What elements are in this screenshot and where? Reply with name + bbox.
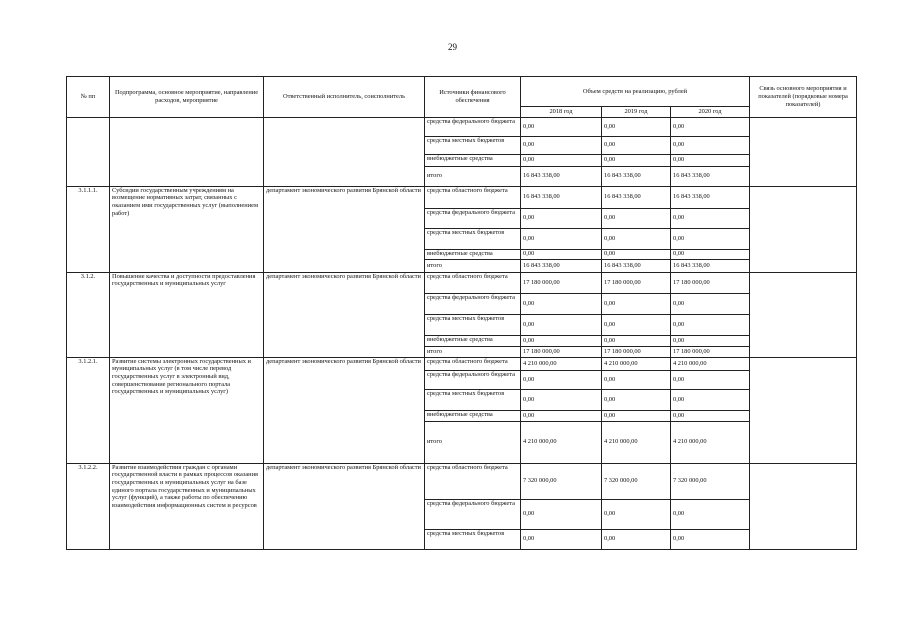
amount-2019: 0,00 bbox=[602, 370, 671, 389]
item-number: 3.1.2. bbox=[67, 272, 110, 357]
amount-2018: 4 210 000,00 bbox=[521, 421, 602, 463]
amount-2018: 0,00 bbox=[521, 314, 602, 335]
funding-source: средства местных бюджетов bbox=[425, 389, 521, 410]
amount-2018: 0,00 bbox=[521, 293, 602, 314]
amount-2018: 16 843 338,00 bbox=[521, 186, 602, 208]
amount-2020: 16 843 338,00 bbox=[671, 186, 750, 208]
item-name: Развитие взаимодействия граждан с органами государственной власти в рамках процессов оказания государственных и муниципальных услуг на базе единого портала государственных и муниципальных услуг (функций), а также работы по обеспечению взаимодействия информационных систем и ресурсов bbox=[110, 463, 264, 549]
amount-2019: 0,00 bbox=[602, 293, 671, 314]
table-body bbox=[67, 117, 857, 549]
amount-2018: 0,00 bbox=[521, 208, 602, 228]
amount-2020: 7 320 000,00 bbox=[671, 463, 750, 499]
amount-2020: 0,00 bbox=[671, 136, 750, 154]
indicator-link bbox=[750, 186, 857, 272]
funding-source: внебюджетные средства bbox=[425, 154, 521, 166]
amount-2019: 17 180 000,00 bbox=[602, 346, 671, 357]
amount-2020: 0,00 bbox=[671, 410, 750, 421]
amount-2019: 0,00 bbox=[602, 136, 671, 154]
funding-source: внебюджетные средства bbox=[425, 335, 521, 346]
item-number: 3.1.2.2. bbox=[67, 463, 110, 549]
funding-source: средства федерального бюджета bbox=[425, 293, 521, 314]
funding-source: средства федерального бюджета bbox=[425, 370, 521, 389]
item-number: 3.1.1.1. bbox=[67, 186, 110, 272]
amount-2018: 0,00 bbox=[521, 499, 602, 529]
header-sources: Источники финансового обеспечения bbox=[425, 77, 521, 118]
amount-2019: 4 210 000,00 bbox=[602, 357, 671, 370]
amount-2020: 0,00 bbox=[671, 117, 750, 136]
item-executor: департамент экономического развития Брянской области bbox=[264, 463, 425, 549]
amount-2018: 0,00 bbox=[521, 228, 602, 249]
amount-2019: 16 843 338,00 bbox=[602, 186, 671, 208]
amount-2018: 16 843 338,00 bbox=[521, 259, 602, 272]
indicator-link bbox=[750, 117, 857, 186]
funding-source: средства областного бюджета bbox=[425, 357, 521, 370]
amount-2018: 17 180 000,00 bbox=[521, 272, 602, 293]
header-executor: Ответственный исполнитель, соисполнитель bbox=[264, 77, 425, 118]
amount-2019: 16 843 338,00 bbox=[602, 259, 671, 272]
amount-2018: 0,00 bbox=[521, 389, 602, 410]
amount-2018: 0,00 bbox=[521, 117, 602, 136]
header-year-2018: 2018 год bbox=[521, 107, 602, 118]
header-year-2019: 2019 год bbox=[602, 107, 671, 118]
table-row bbox=[67, 463, 857, 499]
table-row bbox=[67, 272, 857, 293]
item-name: Повышение качества и доступности предоставления государственных и муниципальных услуг bbox=[110, 272, 264, 357]
amount-2020: 0,00 bbox=[671, 529, 750, 549]
funding-source: итого bbox=[425, 346, 521, 357]
item-executor: департамент экономического развития Брянской области bbox=[264, 272, 425, 357]
amount-2020: 0,00 bbox=[671, 293, 750, 314]
amount-2019: 7 320 000,00 bbox=[602, 463, 671, 499]
amount-2020: 0,00 bbox=[671, 370, 750, 389]
amount-2018: 0,00 bbox=[521, 410, 602, 421]
funding-source: средства федерального бюджета bbox=[425, 117, 521, 136]
indicator-link bbox=[750, 272, 857, 357]
item-name: Субсидии государственным учреждениям на возмещение нормативных затрат, связанных с оказанием ими государственных услуг (выполнением работ) bbox=[110, 186, 264, 272]
item-executor: департамент экономического развития Брянской области bbox=[264, 357, 425, 463]
amount-2019: 0,00 bbox=[602, 228, 671, 249]
header-link: Связь основного мероприятия и показателей (порядковые номера показателей) bbox=[750, 77, 857, 118]
funding-source: внебюджетные средства bbox=[425, 410, 521, 421]
funding-source: средства местных бюджетов bbox=[425, 228, 521, 249]
item-name bbox=[110, 117, 264, 186]
item-name: Развитие системы электронных государственных и муниципальных услуг (в том числе перевод государственных услуг в электронный вид, совершенствование регионального портала государственных и муниципальных услуг) bbox=[110, 357, 264, 463]
amount-2020: 0,00 bbox=[671, 228, 750, 249]
amount-2018: 17 180 000,00 bbox=[521, 346, 602, 357]
amount-2019: 0,00 bbox=[602, 335, 671, 346]
header-num: № пп bbox=[67, 77, 110, 118]
amount-2019: 0,00 bbox=[602, 389, 671, 410]
page-number: 29 bbox=[448, 42, 457, 52]
amount-2019: 4 210 000,00 bbox=[602, 421, 671, 463]
funding-source: средства местных бюджетов bbox=[425, 314, 521, 335]
amount-2019: 0,00 bbox=[602, 208, 671, 228]
funding-source: средства федерального бюджета bbox=[425, 499, 521, 529]
amount-2018: 0,00 bbox=[521, 136, 602, 154]
item-executor bbox=[264, 117, 425, 186]
amount-2020: 0,00 bbox=[671, 389, 750, 410]
amount-2020: 0,00 bbox=[671, 499, 750, 529]
funding-source: внебюджетные средства bbox=[425, 249, 521, 259]
amount-2020: 4 210 000,00 bbox=[671, 357, 750, 370]
header-year-2020: 2020 год bbox=[671, 107, 750, 118]
amount-2020: 17 180 000,00 bbox=[671, 346, 750, 357]
budget-table bbox=[66, 76, 857, 550]
amount-2019: 16 843 338,00 bbox=[602, 166, 671, 186]
amount-2018: 0,00 bbox=[521, 335, 602, 346]
amount-2018: 7 320 000,00 bbox=[521, 463, 602, 499]
header-volume: Объем средств на реализацию, рублей bbox=[521, 77, 750, 107]
amount-2020: 0,00 bbox=[671, 208, 750, 228]
funding-source: средства областного бюджета bbox=[425, 272, 521, 293]
funding-source: средства местных бюджетов bbox=[425, 529, 521, 549]
header-program: Подпрограмма, основное мероприятие, направление расходов, мероприятие bbox=[110, 77, 264, 118]
funding-source: средства областного бюджета bbox=[425, 463, 521, 499]
item-number bbox=[67, 117, 110, 186]
table-row bbox=[67, 357, 857, 370]
item-executor: департамент экономического развития Брянской области bbox=[264, 186, 425, 272]
amount-2020: 16 843 338,00 bbox=[671, 166, 750, 186]
funding-source: итого bbox=[425, 166, 521, 186]
funding-source: средства областного бюджета bbox=[425, 186, 521, 208]
amount-2019: 17 180 000,00 bbox=[602, 272, 671, 293]
funding-source: итого bbox=[425, 259, 521, 272]
amount-2019: 0,00 bbox=[602, 154, 671, 166]
amount-2018: 0,00 bbox=[521, 249, 602, 259]
amount-2020: 4 210 000,00 bbox=[671, 421, 750, 463]
amount-2020: 17 180 000,00 bbox=[671, 272, 750, 293]
funding-source: средства федерального бюджета bbox=[425, 208, 521, 228]
item-number: 3.1.2.1. bbox=[67, 357, 110, 463]
amount-2020: 0,00 bbox=[671, 335, 750, 346]
table-row bbox=[67, 186, 857, 208]
amount-2019: 0,00 bbox=[602, 410, 671, 421]
amount-2018: 0,00 bbox=[521, 370, 602, 389]
amount-2018: 0,00 bbox=[521, 529, 602, 549]
amount-2019: 0,00 bbox=[602, 529, 671, 549]
amount-2018: 0,00 bbox=[521, 154, 602, 166]
amount-2018: 4 210 000,00 bbox=[521, 357, 602, 370]
amount-2019: 0,00 bbox=[602, 499, 671, 529]
amount-2020: 16 843 338,00 bbox=[671, 259, 750, 272]
amount-2019: 0,00 bbox=[602, 314, 671, 335]
amount-2020: 0,00 bbox=[671, 314, 750, 335]
table-row bbox=[67, 117, 857, 136]
funding-source: итого bbox=[425, 421, 521, 463]
indicator-link bbox=[750, 463, 857, 549]
amount-2020: 0,00 bbox=[671, 249, 750, 259]
amount-2019: 0,00 bbox=[602, 117, 671, 136]
amount-2018: 16 843 338,00 bbox=[521, 166, 602, 186]
amount-2020: 0,00 bbox=[671, 154, 750, 166]
amount-2019: 0,00 bbox=[602, 249, 671, 259]
indicator-link bbox=[750, 357, 857, 463]
funding-source: средства местных бюджетов bbox=[425, 136, 521, 154]
